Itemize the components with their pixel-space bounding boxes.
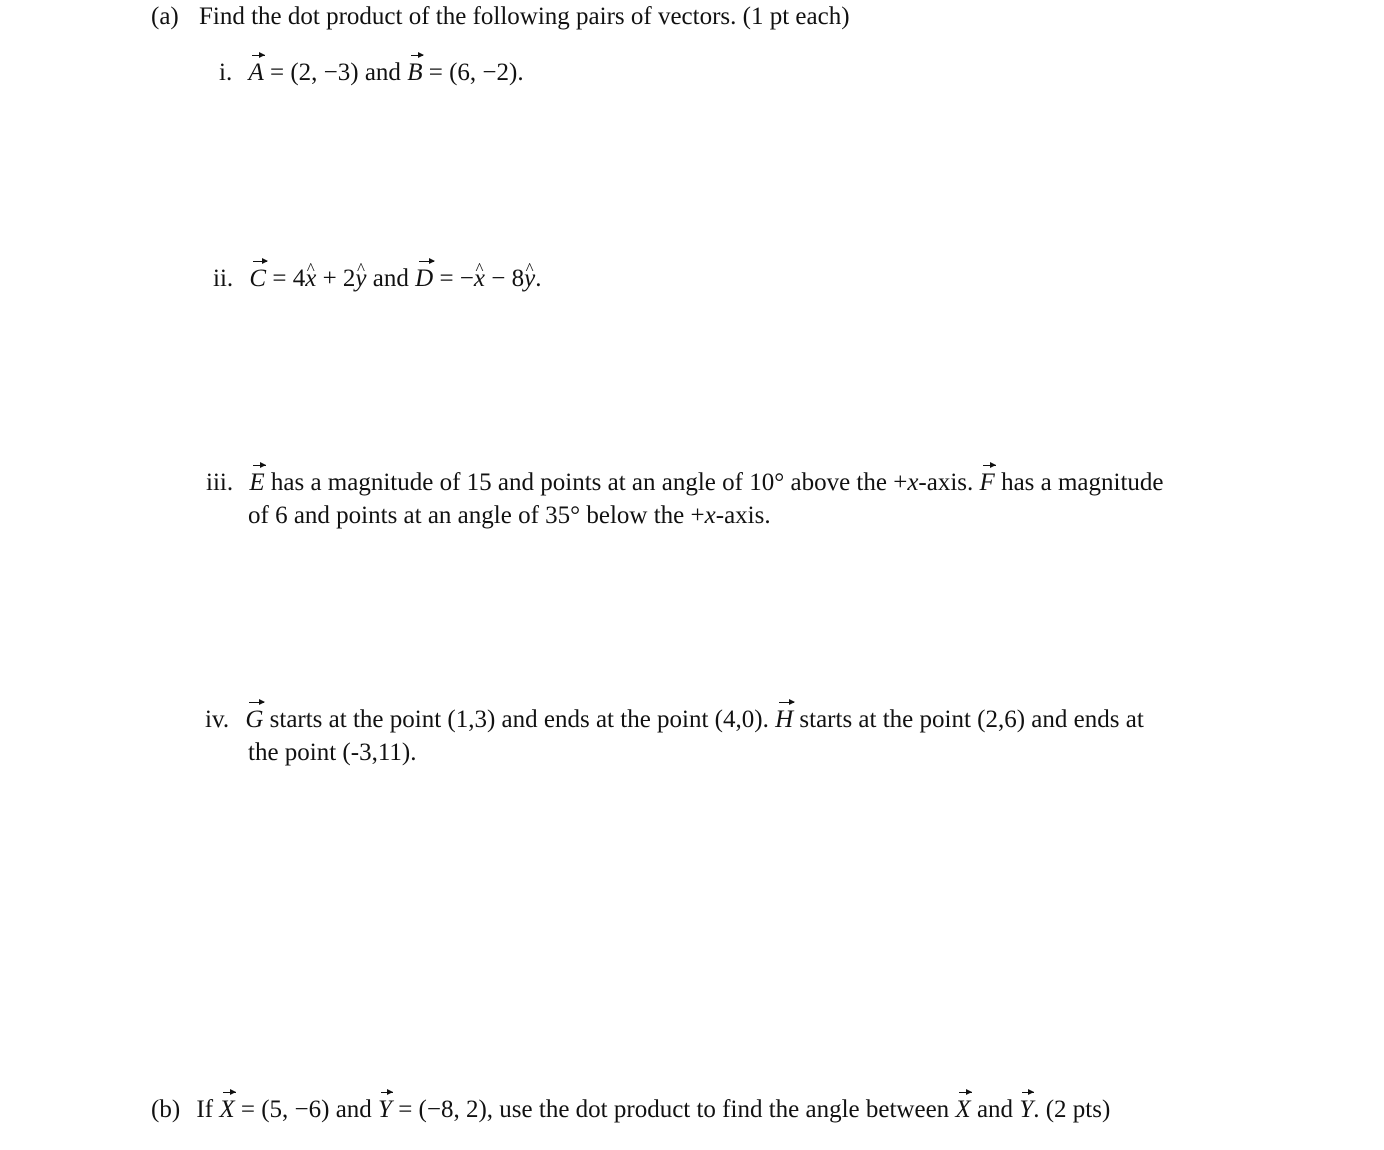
part-b-text-4: and [970, 1096, 1020, 1123]
part-b-text-5: . (2 pts) [1033, 1096, 1111, 1123]
item-iii-x-2: x [704, 502, 716, 529]
vector-c: C [249, 262, 266, 295]
x-hat-1: ^ x [305, 262, 316, 295]
item-iii-text-1: has a magnitude of 15 and points at an angle of 10° above the + [264, 469, 908, 496]
part-a-prompt: Find the dot product of the following pairs of vectors. (1 pt each) [199, 3, 850, 30]
item-ii [213, 262, 541, 295]
part-b-text-1: If [196, 1096, 220, 1123]
item-i-text-2: = (6, −2). [422, 59, 524, 86]
item-ii-text-4: = − [433, 265, 474, 292]
x-hat-2: ^ x [474, 262, 485, 295]
item-iii-label: iii. [206, 469, 234, 496]
part-a-heading [151, 0, 850, 33]
item-ii-text-1: = 4 [266, 265, 306, 292]
item-iii-text-2: -axis. [918, 469, 980, 496]
item-iii-text-4: of 6 and points at an angle of 35° below the + [248, 502, 705, 529]
vector-d: D [415, 262, 433, 295]
item-iii-x-1: x [907, 469, 919, 496]
vector-b: B [407, 56, 422, 89]
item-iii-text-3: has a magnitude [994, 469, 1164, 496]
item-iii-line-1 [206, 466, 1164, 499]
item-iv-text-3: the point (-3,11). [248, 739, 417, 766]
part-b-label: (b) [151, 1096, 181, 1123]
item-iii-line-2 [248, 499, 771, 532]
part-b-text-2: = (5, −6) and [234, 1096, 379, 1123]
item-ii-text-6: . [535, 265, 542, 292]
item-iv-line-2 [248, 736, 416, 769]
item-i-text-1: = (2, −3) and [263, 59, 408, 86]
item-iv-label: iv. [205, 706, 230, 733]
vector-e: E [249, 466, 264, 499]
item-iv-line-1 [205, 703, 1144, 736]
item-ii-text-5: − 8 [485, 265, 525, 292]
item-i [219, 56, 524, 89]
vector-y: Y [378, 1093, 392, 1126]
part-b [151, 1093, 1110, 1126]
part-b-text-3: = (−8, 2), use the dot product to find the angle between [391, 1096, 956, 1123]
item-ii-text-3: and [366, 265, 416, 292]
item-ii-label: ii. [213, 265, 234, 292]
item-i-label: i. [219, 59, 233, 86]
vector-h: H [775, 703, 793, 736]
y-hat-2: ^ y [524, 262, 535, 295]
vector-x-2: X [955, 1093, 970, 1126]
vector-x: X [219, 1093, 234, 1126]
item-iv-text-2: starts at the point (2,6) and ends at [793, 706, 1144, 733]
item-iii-text-5: -axis. [715, 502, 771, 529]
vector-f: F [980, 466, 995, 499]
part-a-label: (a) [151, 3, 179, 30]
y-hat-1: ^ y [355, 262, 366, 295]
vector-g: G [245, 703, 263, 736]
item-iv-text-1: starts at the point (1,3) and ends at the point (4,0). [263, 706, 776, 733]
item-ii-text-2: + 2 [316, 265, 356, 292]
vector-a: A [248, 56, 263, 89]
vector-y-2: Y [1019, 1093, 1033, 1126]
